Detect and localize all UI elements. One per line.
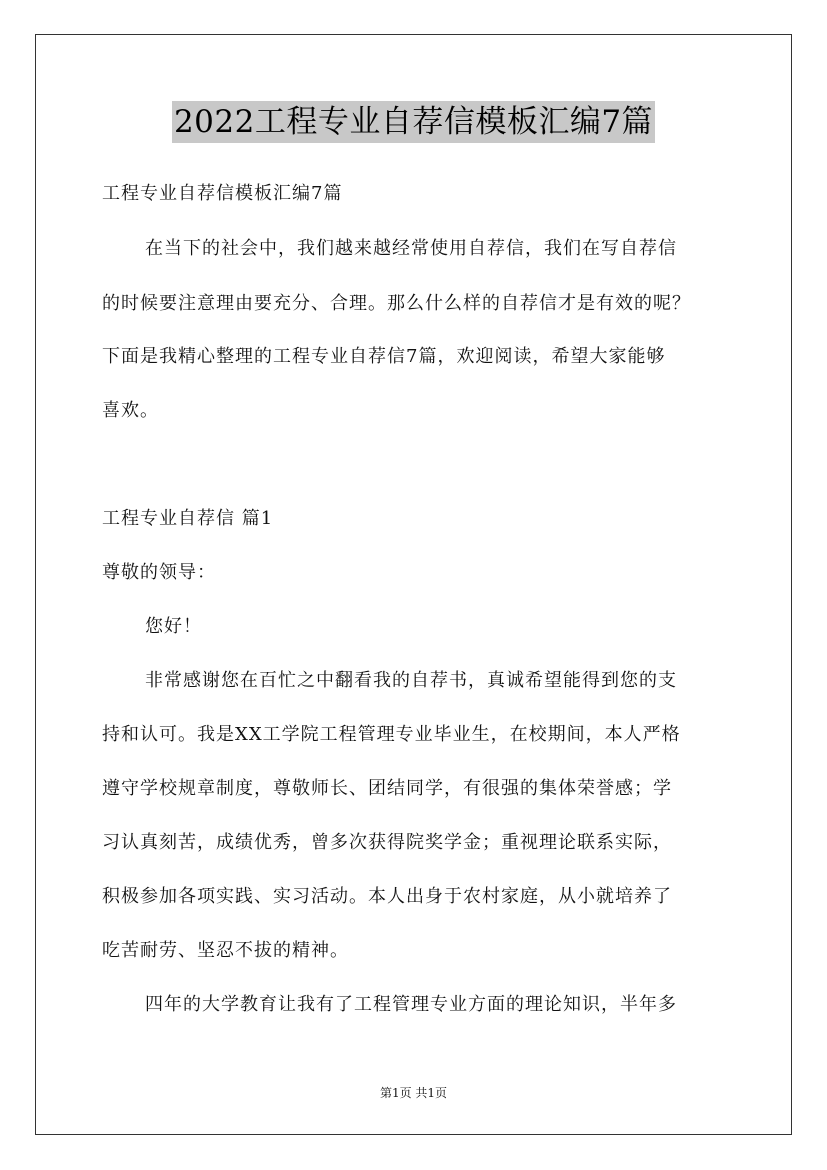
paragraph1-line-3: 遵守学校规章制度，尊敬师长、团结同学，有很强的集体荣誉感；学: [102, 778, 672, 799]
paragraph1-line-2: 持和认可。我是XX工学院工程管理专业毕业生，在校期间，本人严格: [102, 724, 681, 745]
section-heading: 工程专业自荐信 篇1: [102, 508, 274, 529]
document-title: 2022工程专业自荐信模板汇编7篇: [172, 101, 655, 143]
paragraph1-line-6: 吃苦耐劳、坚忍不拔的精神。: [102, 940, 349, 961]
greeting: 您好！: [145, 616, 202, 637]
document-subtitle: 工程专业自荐信模板汇编7篇: [102, 183, 343, 204]
intro-line-3: 下面是我精心整理的工程专业自荐信7篇，欢迎阅读，希望大家能够: [102, 346, 666, 367]
intro-line-4: 喜欢。: [102, 400, 159, 421]
intro-line-1: 在当下的社会中，我们越来越经常使用自荐信，我们在写自荐信: [145, 238, 677, 259]
title-container: [0, 101, 827, 143]
intro-line-2: 的时候要注意理由要充分、合理。那么什么样的自荐信才是有效的呢？: [102, 293, 691, 314]
paragraph1-line-4: 习认真刻苦，成绩优秀，曾多次获得院奖学金；重视理论联系实际，: [102, 832, 672, 853]
paragraph2-line-1: 四年的大学教育让我有了工程管理专业方面的理论知识，半年多: [145, 994, 677, 1015]
page-indicator: 第1页 共1页: [379, 1086, 448, 1100]
paragraph1-line-5: 积极参加各项实践、实习活动。本人出身于农村家庭，从小就培养了: [102, 886, 672, 907]
salutation: 尊敬的领导：: [102, 562, 216, 583]
paragraph1-line-1: 非常感谢您在百忙之中翻看我的自荐书，真诚希望能得到您的支: [145, 670, 677, 691]
